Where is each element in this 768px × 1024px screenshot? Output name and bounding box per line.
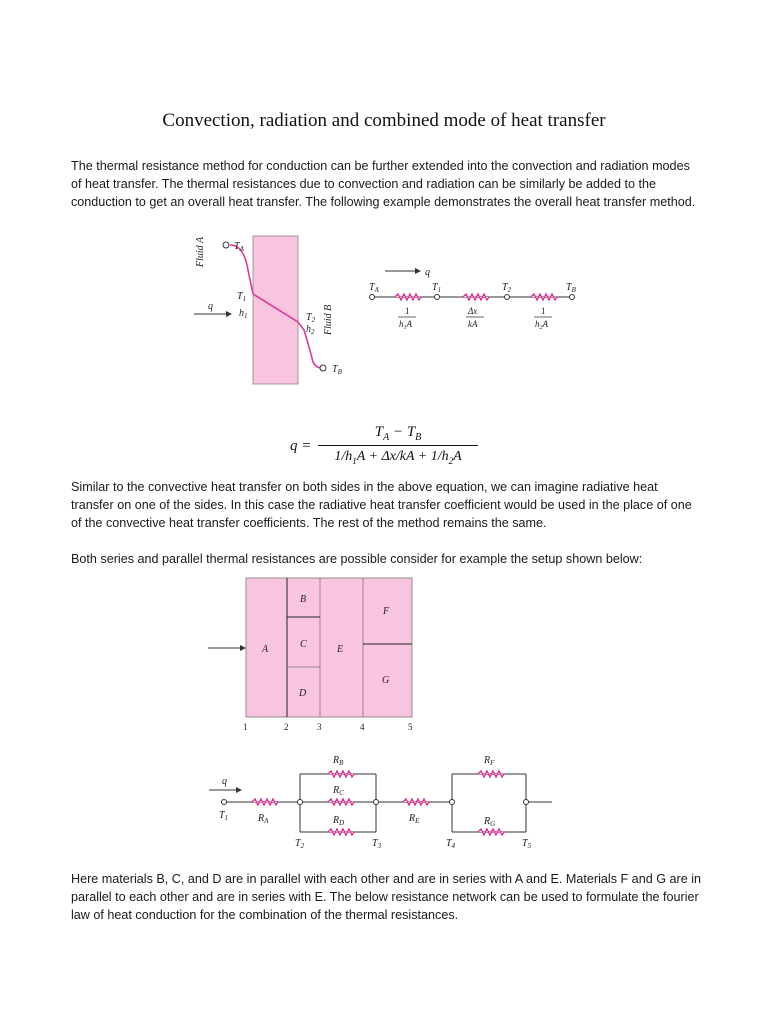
c2-rd-label: $R_D$: [333, 815, 345, 827]
equation-fraction: [318, 424, 478, 466]
resistor-3: [531, 294, 557, 300]
circuit-heat-arrowhead: [415, 268, 421, 274]
resistor-ra: [252, 799, 278, 805]
r2-denominator: kA: [468, 319, 478, 329]
c2-heat-arrowhead: [236, 787, 242, 793]
c2-rg-label: $R_G$: [484, 816, 496, 828]
input-arrowhead: [240, 645, 246, 651]
circuit-q-label: q: [425, 267, 430, 278]
t2-label: $T_2$: [306, 312, 316, 324]
position-5: 5: [408, 722, 413, 732]
tb-node: [320, 365, 326, 371]
q-label: q: [208, 301, 213, 312]
h2-label: $h_2$: [306, 324, 315, 336]
network-description-paragraph: Here materials B, C, and D are in parallel with each other and are in series with A and E. Materials F and G are in parallel to each other and are in series with E. The below resistance network can be used to formulate the fourier law of heat conduction for the combination of the thermal resistances.: [71, 872, 701, 923]
c2-t1-label: $T_1$: [219, 810, 229, 822]
c2-ra-label: $R_A$: [258, 813, 269, 825]
fluid-a-label: Fluid A: [195, 236, 206, 267]
c2-t4-label: $T_4$: [446, 838, 456, 850]
h1-label: $h_1$: [239, 308, 248, 320]
block-c-label: C: [300, 639, 307, 650]
position-1: 1: [243, 722, 248, 732]
series-parallel-circuit: [0, 750, 768, 860]
c2-node-t1: [222, 800, 227, 805]
block-g-label: G: [382, 675, 390, 686]
position-3: 3: [317, 722, 322, 732]
equation-lhs: q =: [290, 438, 312, 454]
c2-q-label: q: [222, 776, 227, 787]
position-2: 2: [284, 722, 289, 732]
node-t2: [505, 295, 510, 300]
radiation-paragraph: Similar to the convective heat transfer on both sides in the above equation, we can imagine radiative heat transfer on one of the sides. In this case the radiative heat transfer coefficient would be used in the place of one of the convective heat transfer coefficients. The rest of the method remains the same.: [71, 480, 692, 531]
tb-label: $T_B$: [332, 364, 342, 376]
block-d-label: D: [299, 688, 307, 699]
r1-denominator: $h_1A$: [399, 319, 412, 331]
composite-wall-figure: [0, 570, 768, 740]
c2-node-t3: [374, 800, 379, 805]
resistor-rf: [478, 771, 504, 777]
intro-paragraph: The thermal resistance method for conduction can be further extended into the convection and radiation modes of heat transfer. The thermal resistances due to convection and radiation can be similarly be added to the conduction to get an overall heat transfer. The following example demonstrates the overall heat transfer method.: [71, 159, 696, 210]
resistor-rg: [478, 829, 504, 835]
c2-rf-label: $R_F$: [484, 755, 495, 767]
page-title: Convection, radiation and combined mode of heat transfer: [162, 110, 606, 131]
block-a-label: A: [262, 644, 269, 655]
block-f-label: F: [383, 606, 390, 617]
t1-label: $T_1$: [237, 291, 247, 303]
c2-t3-label: $T_3$: [372, 838, 382, 850]
r3-denominator: $h_2A$: [535, 319, 548, 331]
node-ta-label: $T_A$: [369, 282, 379, 294]
c2-t2-label: $T_2$: [295, 838, 305, 850]
series-resistance-circuit: [0, 230, 768, 340]
block-b-label: B: [300, 594, 307, 605]
equation-numerator: $T_A - T_B$: [318, 424, 478, 446]
overall-heat-transfer-equation: [290, 424, 490, 470]
equation-denominator: $1/h_1A + \Delta x/kA + 1/h_2A$: [334, 449, 462, 466]
r1-numerator: 1: [405, 306, 410, 316]
node-ta: [370, 295, 375, 300]
c2-node-t4: [450, 800, 455, 805]
r2-numerator: Δx: [468, 306, 478, 316]
resistor-re: [403, 799, 429, 805]
c2-node-t2: [298, 800, 303, 805]
node-tb-label: $T_B$: [566, 282, 576, 294]
c2-rb-label: $R_B$: [333, 755, 344, 767]
resistor-2: [463, 294, 489, 300]
c2-t5-label: $T_5$: [522, 838, 532, 850]
node-t2-label: $T_2$: [502, 282, 512, 294]
resistor-1: [395, 294, 421, 300]
c2-rc-label: $R_C$: [333, 785, 344, 797]
node-tb: [570, 295, 575, 300]
resistor-rc: [328, 799, 354, 805]
c2-node-t5: [524, 800, 529, 805]
block-e-label: E: [337, 644, 344, 655]
fluid-b-label: Fluid B: [323, 304, 334, 335]
resistor-rd: [328, 829, 354, 835]
node-t1: [435, 295, 440, 300]
series-parallel-paragraph: Both series and parallel thermal resistances are possible consider for example the setup shown below:: [71, 552, 643, 566]
node-t1-label: $T_1$: [432, 282, 442, 294]
c2-re-label: $R_E$: [409, 813, 420, 825]
position-4: 4: [360, 722, 365, 732]
ta-label: $T_A$: [234, 241, 244, 253]
r3-numerator: 1: [541, 306, 546, 316]
composite-wall-outline: [246, 578, 412, 717]
resistor-rb: [328, 771, 354, 777]
